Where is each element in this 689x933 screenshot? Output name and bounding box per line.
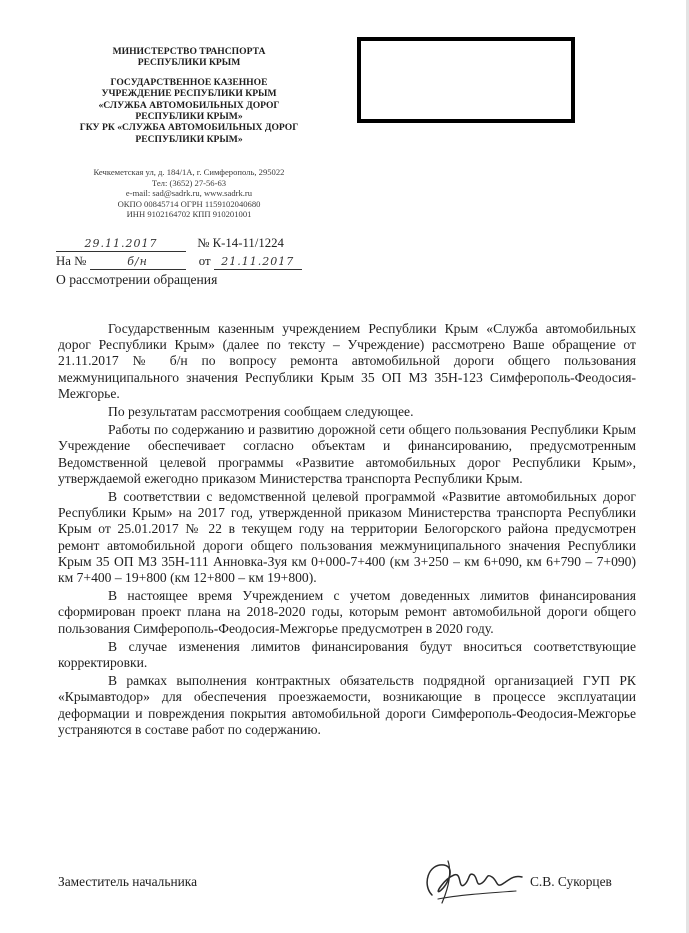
body-paragraph-3: Работы по содержанию и развитию дорожной сети общего пользования Республики Крым Учреждение обеспечивает согласно объектам и финансированию, предусмотренным Ведомственной целевой программы «Развитие автомобильных дорог Республики Крым», утверждаемой ежегодно приказом Министерства транспорта Республики Крым. [58, 422, 636, 486]
contact-block [58, 167, 320, 220]
handwritten-signature [418, 855, 528, 907]
signer-name: С.В. Сукорцев [530, 874, 612, 889]
okpo-ogrn: ОКПО 00845714 ОГРН 1159102040680 [117, 198, 261, 209]
institution-line-2: УЧРЕЖДЕНИЕ РЕСПУБЛИКИ КРЫМ [101, 88, 277, 100]
body-paragraph-1: Государственным казенным учреждением Республики Крым «Служба автомобильных дорог Республики Крым» (далее по тексту – Учреждение) рассмотрено Ваше обращение от 21.11.2017 № б/н по вопросу ремонта автомобильной дороги общего пользования межмуниципального значения Республики Крым 35 ОП МЗ 35Н-123 Симферополь-Феодосия-Межгорье. [58, 321, 636, 401]
outgoing-number: № К-14-11/1224 [197, 236, 284, 250]
institution-line-1: ГОСУДАРСТВЕННОЕ КАЗЕННОЕ [110, 76, 268, 88]
outgoing-date-handwritten: 29.11.2017 [56, 237, 186, 252]
address: Кечкеметская ул, д. 184/1А, г. Симферополь, 295022 [93, 167, 285, 177]
inn-kpp: ИНН 9102164702 КПП 910201001 [126, 209, 252, 220]
institution-line-4: РЕСПУБЛИКИ КРЫМ» [135, 111, 243, 123]
redacted-addressee-box [357, 37, 575, 123]
letter-subject: О рассмотрении обращения [56, 272, 218, 287]
body-paragraph-7: В рамках выполнения контрактных обязательств подрядной организацией ГУП РК «Крымавтодор» для обеспечения проезжаемости, возникающие в процессе эксплуатации деформации и повреждения покрытия автомобильной дороги Симферополь-Феодосия-Межгорье устраняются в составе работ по содержанию. [58, 673, 636, 737]
incoming-reference [56, 254, 302, 270]
body-paragraph-5: В настоящее время Учреждением с учетом доведенных лимитов финансирования сформирован проект плана на 2018-2020 годы, которым ремонт автомобильной дороги общего пользования Симферополь-Феодосия-Межгорье предусмотрен в 2020 году. [58, 588, 636, 636]
email: e-mail: sad@sadrk.ru, www.sadrk.ru [125, 188, 253, 199]
short-name-line-1: ГКУ РК «СЛУЖБА АВТОМОБИЛЬНЫХ ДОРОГ [79, 122, 299, 134]
institution-line-3: «СЛУЖБА АВТОМОБИЛЬНЫХ ДОРОГ [98, 99, 280, 111]
body-paragraph-4: В соответствии с ведомственной целевой программой «Развитие автомобильных дорог Республики Крым» на 2017 год, утвержденной приказом Министерства транспорта Республики Крым от 25.01.2017 № 22 в текущем году на территории Белогорского района предусмотрен ремонт автомобильной дороги общего пользования межмуниципального значения Республики Крым 35 ОП МЗ 35Н-111 Анновка-Зуя км 0+000-7+400 (км 3+250 – км 6+090, км 6+790 – 7+090) км 7+400 – 19+800 (км 12+800 – км 19+800). [58, 489, 636, 586]
incoming-number-label: На № [56, 254, 87, 268]
signer-title: Заместитель начальника [58, 874, 198, 889]
letter-body [58, 321, 636, 738]
incoming-number-handwritten: б/н [90, 255, 186, 270]
incoming-date-label: от [198, 254, 211, 268]
incoming-date-handwritten: 21.11.2017 [214, 255, 302, 270]
short-name-line-2: РЕСПУБЛИКИ КРЫМ» [135, 133, 243, 145]
body-paragraph-6: В случае изменения лимитов финансирования будут вноситься соответствующие корректировки. [58, 638, 636, 671]
outgoing-registration [56, 236, 284, 252]
letterhead [58, 46, 320, 145]
body-paragraph-2: По результатам рассмотрения сообщаем следующее. [108, 404, 414, 420]
phone: Тел: (3652) 27-56-63 [151, 177, 227, 188]
ministry-line-2: РЕСПУБЛИКИ КРЫМ [137, 57, 241, 69]
ministry-line-1: МИНИСТЕРСТВО ТРАНСПОРТА [112, 46, 266, 57]
